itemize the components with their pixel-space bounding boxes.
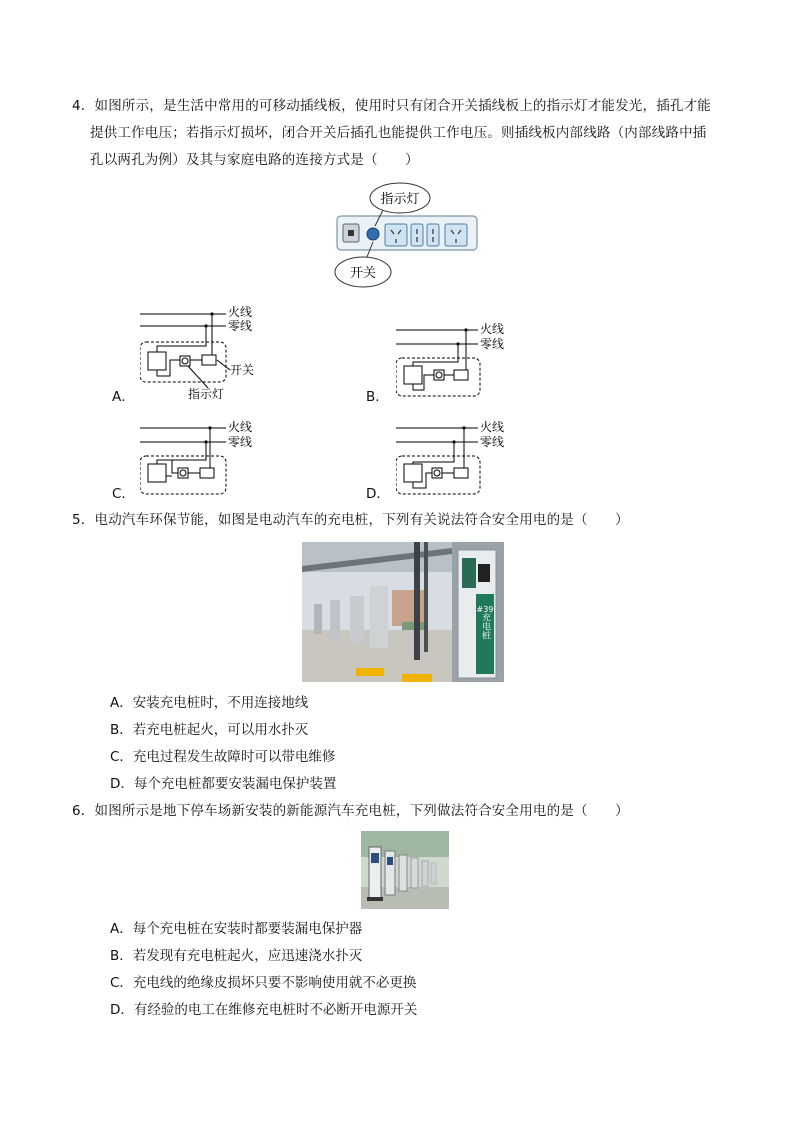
q5-stem: 5．电动汽车环保节能，如图是电动汽车的充电桩，下列有关说法符合安全用电的是（ ） [72,512,629,528]
option-a-label: A． [112,389,135,405]
live-wire-label: 火线 [480,420,505,434]
neutral-wire-label: 零线 [480,435,505,449]
option-c-label: C． [112,486,135,502]
underground-charger-photo [361,831,449,909]
q4-stem-line-1: 4．如图所示，是生活中常用的可移动插线板，使用时只有闭合开关插线板上的指示灯才能发光，插孔才能 [72,98,711,114]
q5-option-d: D．每个充电桩都要安装漏电保护装置 [110,776,337,792]
circuit-diagram-c [140,418,266,498]
circuit-diagram-a [140,302,266,400]
switch-pointer-label: 开关 [230,363,255,377]
indicator-pointer-label: 指示灯 [188,387,225,400]
station-number: #39 [476,605,494,614]
circuit-diagram-b [396,320,508,400]
q5-option-a: A．安装充电桩时，不用连接地线 [110,695,309,711]
q6-stem: 6．如图所示是地下停车场新安装的新能源汽车充电桩，下列做法符合安全用电的是（ ） [72,803,629,819]
q4-stem-line-3: 孔以两孔为例）及其与家庭电路的连接方式是（ ） [90,152,419,168]
q5-option-c: C．充电过程发生故障时可以带电维修 [110,749,336,765]
station-sign: 充电桩 [480,612,490,640]
indicator-callout-label: 指示灯 [380,192,420,207]
switch-callout-label: 开关 [349,266,377,281]
q6-option-a: A．每个充电桩在安装时都要装漏电保护器 [110,921,363,937]
live-wire-label: 火线 [480,322,505,336]
option-d-label: D． [366,486,390,502]
q6-option-b: B．若发现有充电桩起火，应迅速浇水扑灭 [110,948,363,964]
neutral-wire-label: 零线 [480,337,505,351]
option-b-label: B． [366,389,389,405]
neutral-wire-label: 零线 [228,435,253,449]
power-strip-figure [333,180,483,290]
q6-option-d: D．有经验的电工在维修充电桩时不必断开电源开关 [110,1002,418,1018]
live-wire-label: 火线 [228,420,253,434]
q5-option-b: B．若充电桩起火，可以用水扑灭 [110,722,309,738]
q6-option-c: C．充电线的绝缘皮损坏只要不影响使用就不必更换 [110,975,417,991]
q4-stem-line-2: 提供工作电压；若指示灯损坏，闭合开关后插孔也能提供工作电压。则插线板内部线路（内部线路中插 [90,125,707,141]
live-wire-label: 火线 [228,305,253,319]
circuit-diagram-d [396,418,508,498]
charging-station-photo [302,542,504,682]
neutral-wire-label: 零线 [228,319,253,333]
